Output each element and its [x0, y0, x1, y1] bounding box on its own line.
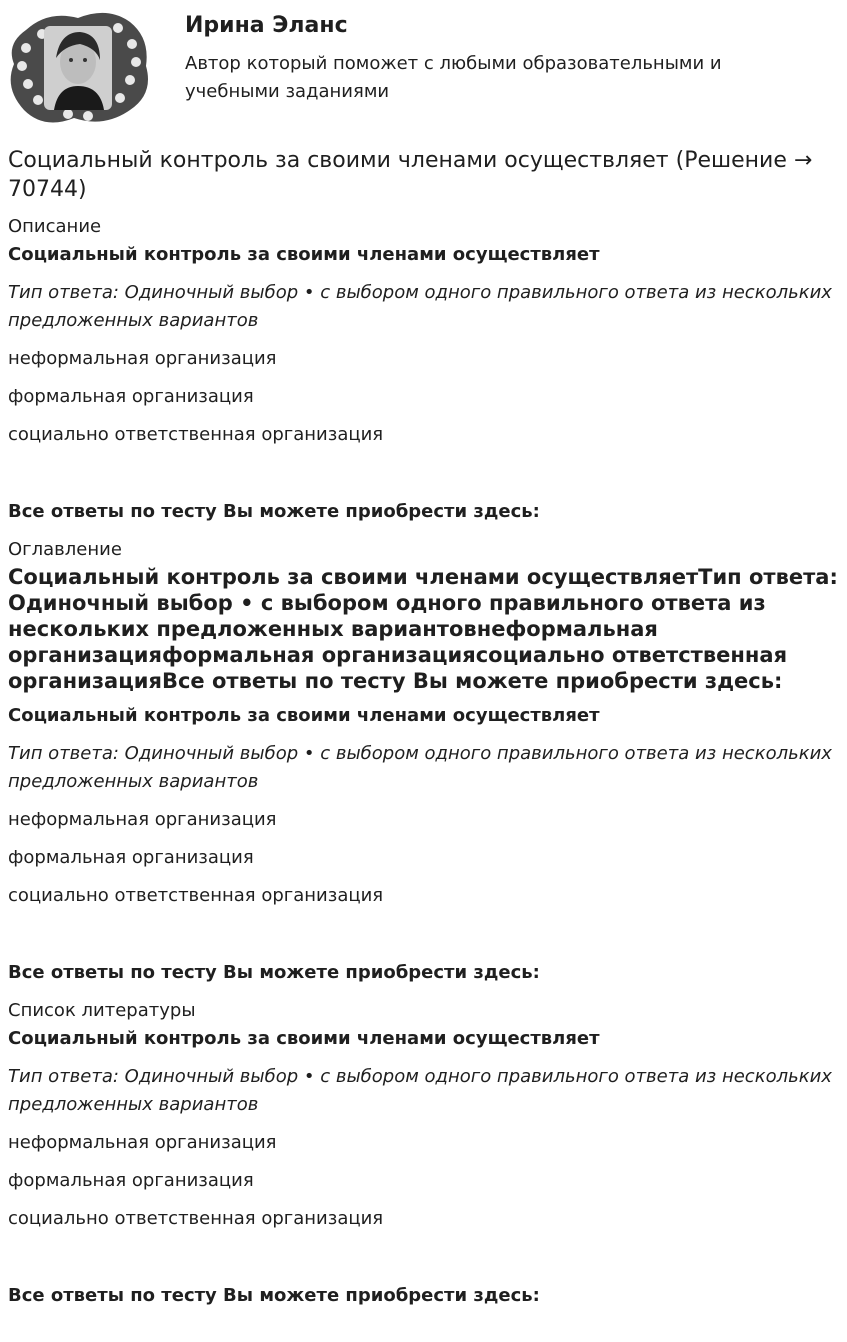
answer-type: Тип ответа: Одиночный выбор • с выбором одного правильного ответа из нескольких предложенных вариантов	[8, 1066, 832, 1115]
author-avatar[interactable]	[8, 8, 150, 126]
answer-type: Тип ответа: Одиночный выбор • с выбором одного правильного ответа из нескольких предложенных вариантов	[8, 282, 832, 331]
description-section	[8, 213, 838, 526]
answer-option: формальная организация	[8, 847, 254, 868]
answer-option: неформальная организация	[8, 1132, 277, 1153]
section-label-literature: Список литературы	[8, 1000, 196, 1021]
literature-section	[8, 997, 838, 1310]
author-description: Автор который поможет с любыми образовательными и учебными заданиями	[185, 53, 722, 102]
answer-option: социально ответственная организация	[8, 424, 384, 445]
buy-answers-text: Все ответы по тесту Вы можете приобрести здесь:	[8, 962, 540, 983]
buy-answers-text: Все ответы по тесту Вы можете приобрести здесь:	[8, 501, 540, 522]
answer-option: формальная организация	[8, 1170, 254, 1191]
answer-option: неформальная организация	[8, 809, 277, 830]
answer-option: социально ответственная организация	[8, 885, 384, 906]
toc-combined-text: Социальный контроль за своими членами осуществляетТип ответа: Одиночный выбор • с выбором одного правильного ответа из нескольких предложенных вариантовнеформальная организацияформальная организациясоциально ответственная организацияВсе ответы по тесту Вы можете приобрести здесь:	[8, 565, 838, 693]
answer-option: формальная организация	[8, 386, 254, 407]
question-text: Социальный контроль за своими членами осуществляет	[8, 244, 600, 265]
question-text: Социальный контроль за своими членами осуществляет	[8, 1028, 600, 1049]
author-name[interactable]: Ирина Эланс	[185, 13, 348, 38]
page-title: Социальный контроль за своими членами осуществляет (Решение → 70744)	[8, 148, 813, 202]
main-content	[8, 146, 838, 1320]
answer-option: социально ответственная организация	[8, 1208, 384, 1229]
question-text: Социальный контроль за своими членами осуществляет	[8, 705, 600, 726]
section-label-description: Описание	[8, 216, 102, 237]
answer-option: неформальная организация	[8, 348, 277, 369]
answer-type: Тип ответа: Одиночный выбор • с выбором одного правильного ответа из нескольких предложенных вариантов	[8, 743, 832, 792]
buy-answers-text: Все ответы по тесту Вы можете приобрести здесь:	[8, 1285, 540, 1306]
section-label-toc: Оглавление	[8, 539, 122, 560]
author-header	[8, 8, 838, 128]
toc-section	[8, 536, 838, 987]
